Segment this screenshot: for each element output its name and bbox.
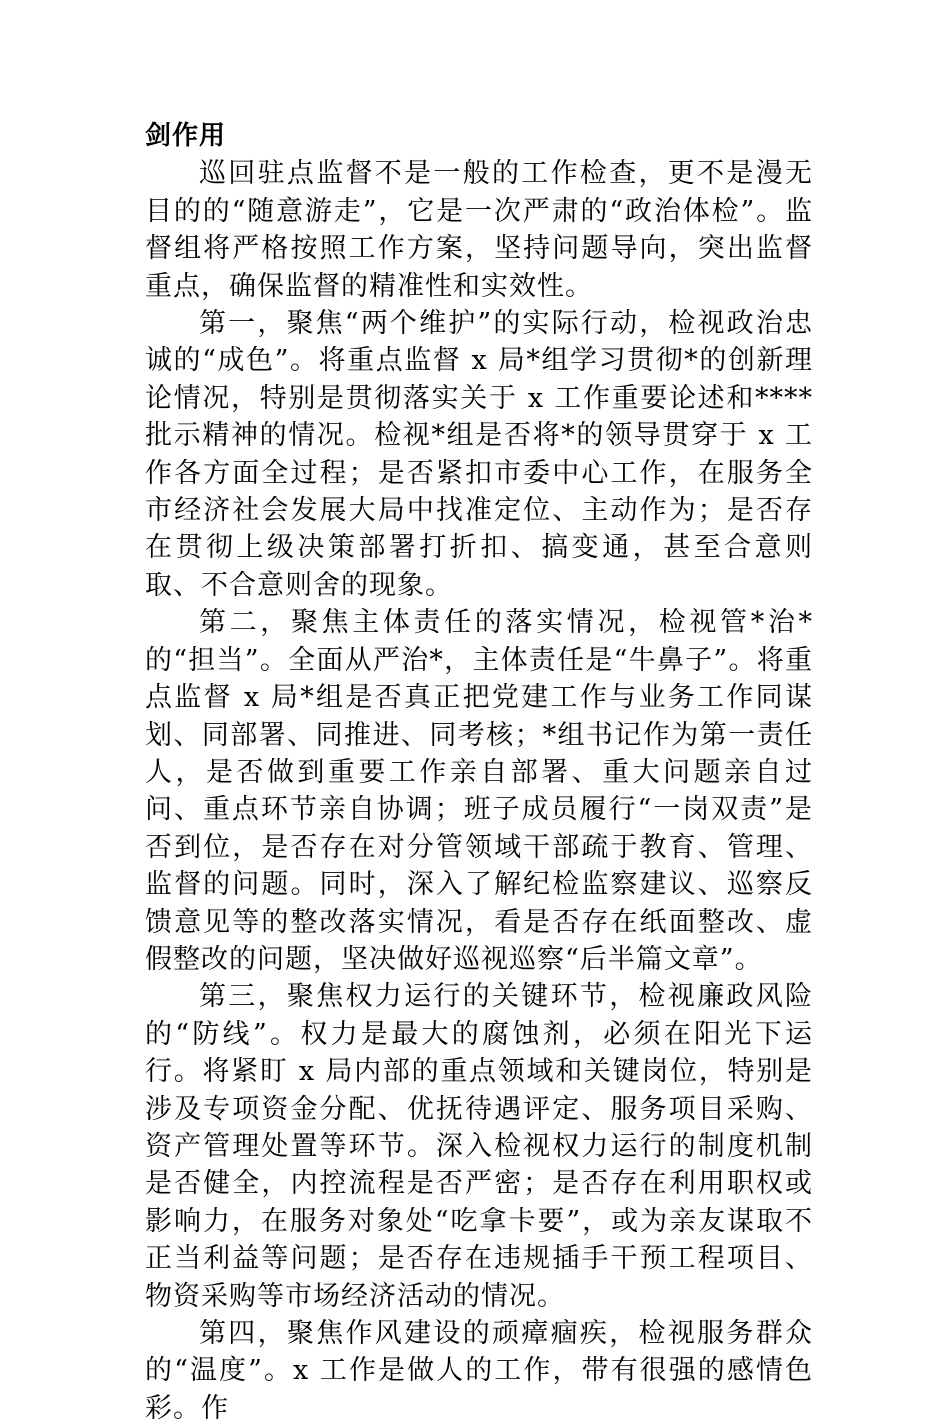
document-body — [145, 118, 813, 1427]
section-heading-fragment: 剑作用 — [145, 121, 227, 151]
paragraph-third: 第三，聚焦权力运行的关键环节，检视廉政风险的“防线”。权力是最大的腐蚀剂，必须在阳光下运行。将紧盯 x 局内部的重点领域和关键岗位，特别是涉及专项资金分配、优抚待遇评定、服务项目采购、资产管理处置等环节。深入检视权力运行的制度机制是否健全，内控流程是否严密；是否存在利用职权或影响力，在服务对象处“吃拿卡要”，或为亲友谋取不正当利益等问题；是否存在违规插手干预工程项目、物资采购等市场经济活动的情况。 — [145, 981, 813, 1312]
paragraph-second: 第二，聚焦主体责任的落实情况，检视管*治*的“担当”。全面从严治*，主体责任是“牛鼻子”。将重点监督 x 局*组是否真正把党建工作与业务工作同谋划、同部署、同推进、同考核；*组书记作为第一责任人，是否做到重要工作亲自部署、重大问题亲自过问、重点环节亲自协调；班子成员履行“一岗双责”是否到位，是否存在对分管领域干部疏于教育、管理、监督的问题。同时，深入了解纪检监察建议、巡察反馈意见等的整改落实情况，看是否存在纸面整改、虚假整改的问题，坚决做好巡视巡察“后半篇文章”。 — [145, 607, 813, 975]
paragraph-first: 第一，聚焦“两个维护”的实际行动，检视政治忠诚的“成色”。将重点监督 x 局*组学习贯彻*的创新理论情况，特别是贯彻落实关于 x 工作重要论述和****批示精神的情况。检视*组是否将*的领导贯穿于 x 工作各方面全过程；是否紧扣市委中心工作，在服务全市经济社会发展大局中找准定位、主动作为；是否存在贯彻上级决策部署打折扣、搞变通，甚至合意则取、不合意则舍的现象。 — [145, 308, 813, 601]
paragraph-intro: 巡回驻点监督不是一般的工作检查，更不是漫无目的的“随意游走”，它是一次严肃的“政治体检”。监督组将严格按照工作方案，坚持问题导向，突出监督重点，确保监督的精准性和实效性。 — [145, 158, 813, 302]
paragraph-fourth: 第四，聚焦作风建设的顽瘴痼疾，检视服务群众的“温度”。x 工作是做人的工作，带有很强的感情色彩。作 — [145, 1318, 813, 1424]
